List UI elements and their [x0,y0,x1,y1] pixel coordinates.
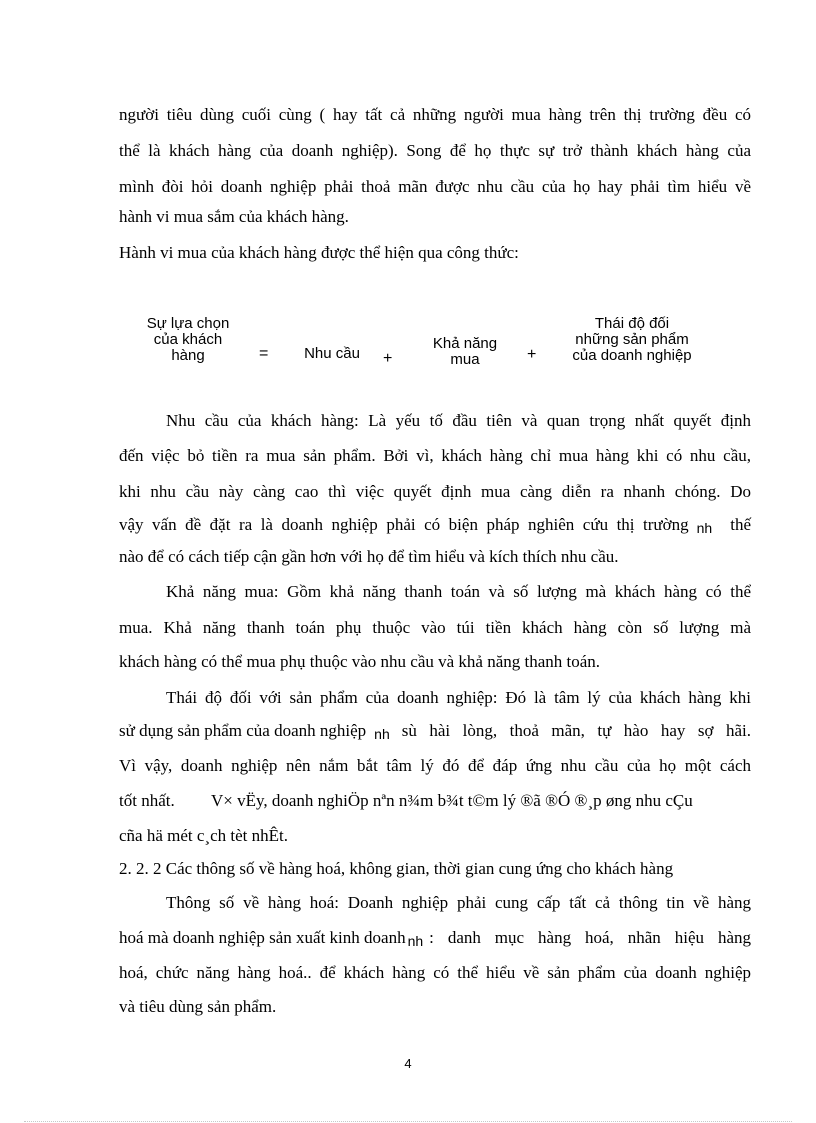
section-heading: 2. 2. 2 Các thông số về hàng hoá, không gian, thời gian cung ứng cho khách hàng [119,859,674,878]
formula-text: của khách [153,331,223,348]
formula-text: hàng [171,347,205,364]
formula-plus: + [383,350,393,367]
formula-need [296,346,368,362]
body-line [119,791,693,811]
formula-choice [130,316,246,364]
body-line [119,928,751,948]
text-span: : danh mục hàng hoá, nhãn hiệu hàng [429,928,751,947]
text-span: sử dụng sản phẩm của doanh nghiệp [119,721,367,740]
formula-text: mua [450,351,480,368]
formula-text: những sản phẩm [575,331,689,348]
text-span: thế [730,515,751,534]
body-line: Thái độ đối với sản phẩm của doanh nghiệp: Đó là tâm lý của khách hàng khi [166,688,751,707]
text-span: nh [374,726,390,742]
body-line [119,721,751,741]
text-span: nh [696,520,713,536]
body-line: Thông số về hàng hoá: Doanh nghiệp phải cung cấp tất cả thông tin về hàng [166,893,751,912]
body-line [119,515,751,535]
footer-divider [24,1121,792,1122]
body-line: hoá, chức năng hàng hoá.. để khách hàng có thể hiểu về sản phẩm của doanh nghiệp [119,963,751,982]
body-line: nào để có cách tiếp cận gần hơn với họ để tìm hiểu và kích thích nhu cầu. [119,547,619,566]
body-line: Nhu cầu của khách hàng: Là yếu tố đầu tiên và quan trọng nhất quyết định [166,411,751,430]
body-line: khi nhu cầu này càng cao thì việc quyết định mua càng diễn ra nhanh chóng. Do [119,482,751,501]
text-span: hoá mà doanh nghiệp sản xuất kinh doanh [119,928,406,947]
formula-text: Sự lựa chọn [146,315,230,332]
formula-plus: + [527,346,537,363]
body-line: người tiêu dùng cuối cùng ( hay tất cả những người mua hàng trên thị trường đều có [119,105,751,124]
body-line: hành vi mua sắm của khách hàng. [119,207,349,226]
formula-text: Thái độ đối [594,315,670,332]
text-span: nh [407,933,424,949]
body-line: khách hàng có thể mua phụ thuộc vào nhu cầu và khả năng thanh toán. [119,652,601,671]
formula-text: của doanh nghiệp [572,347,692,364]
body-line: cña hä mét c¸ch tèt nhÊt. [119,826,288,845]
text-span: V× vËy, doanh nghiÖp nªn n¾m b¾t t©m lý ®ã ®Ó ®¸p øng nhu cÇu [210,791,693,810]
formula-text: Nhu cầu [304,345,360,362]
body-line: Khả năng mua: Gồm khả năng thanh toán và số lượng mà khách hàng có thể [166,582,751,601]
body-line: thể là khách hàng của doanh nghiệp). Song để họ thực sự trở thành khách hàng của [119,141,751,160]
body-line: mình đòi hỏi doanh nghiệp phải thoả mãn được nhu cầu của họ hay phải tìm hiểu về [119,177,751,196]
text-span: vậy vấn đề đặt ra là doanh nghiệp phải có biện pháp nghiên cứu thị trường [119,515,689,534]
formula-text: Khả năng [432,335,498,352]
body-line: và tiêu dùng sản phẩm. [119,997,277,1016]
formula-equals: = [259,345,269,362]
formula-attitude [556,316,708,364]
text-span: sù hài lòng, thoả mãn, tự hào hay sợ hãi. [401,721,751,740]
body-line: Vì vậy, doanh nghiệp nên nắm bắt tâm lý đó để đáp ứng nhu cầu của họ một cách [119,756,751,775]
page-number: 4 [404,1056,412,1071]
body-line: đến việc bỏ tiền ra mua sản phẩm. Bởi vì, khách hàng chỉ mua hàng khi có nhu cầu, [119,446,751,465]
body-line: Hành vi mua của khách hàng được thể hiện qua công thức: [119,243,519,262]
body-line: mua. Khả năng thanh toán phụ thuộc vào túi tiền khách hàng còn số lượng mà [119,618,751,637]
text-span: tốt nhất. [119,791,175,810]
formula-ability [422,336,508,368]
